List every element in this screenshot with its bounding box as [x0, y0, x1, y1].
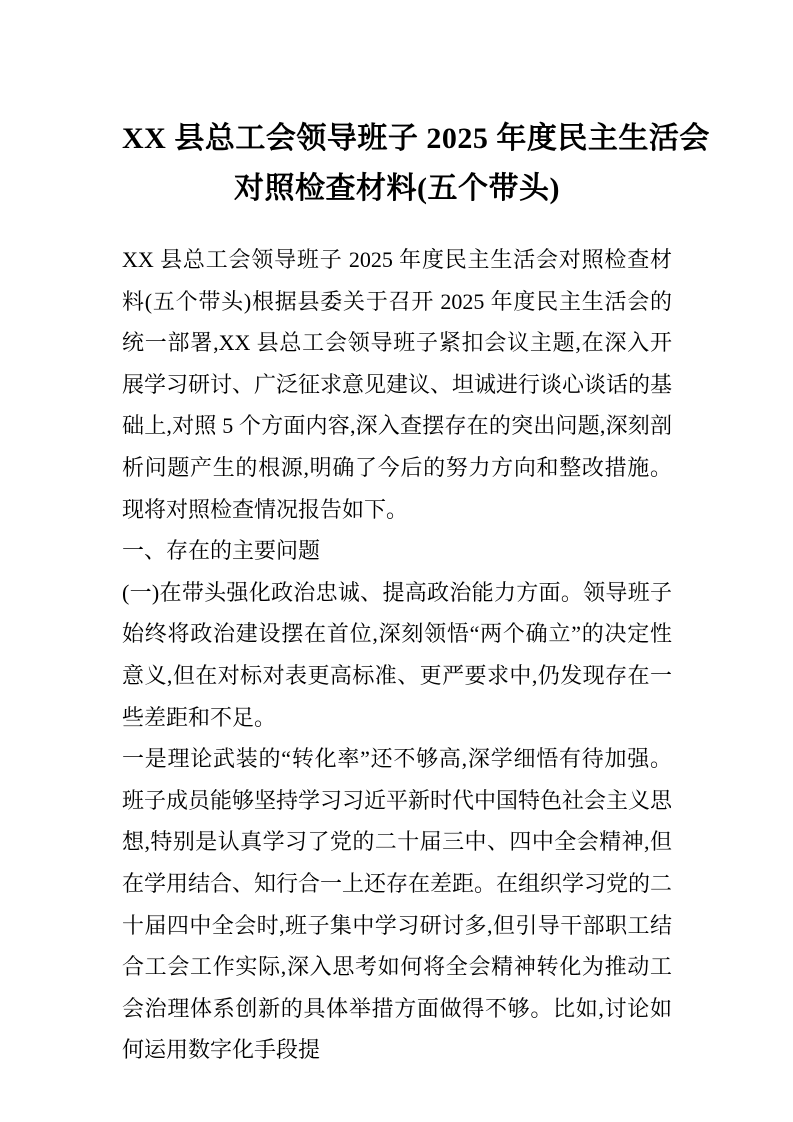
- document-body: [122, 239, 672, 1071]
- paragraph-intro: XX 县总工会领导班子 2025 年度民主生活会对照检查材料(五个带头)根据县委关于召开 2025 年度民主生活会的统一部署,XX 县总工会领导班子紧扣会议主题,在深入开展学习研讨、广泛征求意见建议、坦诚进行谈心谈话的基础上,对照 5 个方面内容,深入查摆存在的突出问题,深刻剖析问题产生的根源,明确了今后的努力方向和整改措施。现将对照检查情况报告如下。: [122, 247, 673, 522]
- title-line-1: XX 县总工会领导班子 2025 年度民主生活会: [122, 122, 710, 155]
- document-title: [122, 114, 710, 214]
- title-line-2: 对照检查材料(五个带头): [234, 172, 560, 205]
- paragraph-point-one-theory-learning: 一是理论武装的“转化率”还不够高,深学细悟有待加强。班子成员能够坚持学习习近平新时代中国特色社会主义思想,特别是认真学习了党的二十届三中、四中全会精神,但在学用结合、知行合一上还存在差距。在组织学习党的二十届四中全会时,班子集中学习研讨多,但引导干部职工结合工会工作实际,深入思考如何将全会精神转化为推动工会治理体系创新的具体举措方面做得不够。比如,讨论如何运用数字化手段提: [122, 746, 673, 1063]
- paragraph-aspect-one-political-loyalty: (一)在带头强化政治忠诚、提高政治能力方面。领导班子始终将政治建设摆在首位,深刻领悟“两个确立”的决定性意义,但在对标对表更高标准、更严要求中,仍发现存在一些差距和不足。: [122, 579, 672, 730]
- section-heading-main-problems: 一、存在的主要问题: [122, 538, 321, 564]
